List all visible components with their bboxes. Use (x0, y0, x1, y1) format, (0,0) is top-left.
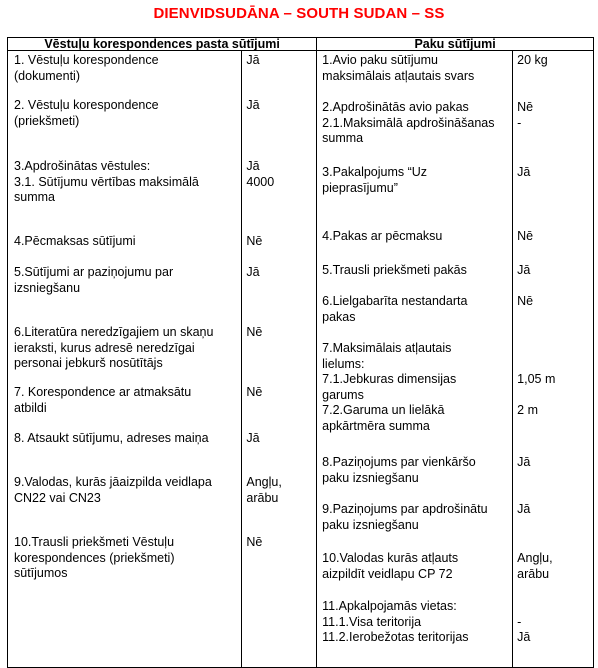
document-title: DIENVIDSUDĀNA – SOUTH SUDAN – SS (153, 5, 445, 22)
parcels-label-column (317, 51, 513, 668)
parcels-item-11-label: 11.Apkalpojamās vietas: 11.1.Visa teritorija 11.2.Ierobežotas teritorijas (322, 599, 469, 644)
parcels-item-8-label: 8.Paziņojums par vienkāršo paku izsniegšanu (322, 455, 476, 485)
letters-item-10-label: 10.Trausli priekšmeti Vēstuļu korespondences (priekšmeti) sūtījumos (14, 535, 175, 580)
letters-value-column (242, 51, 317, 668)
letters-item-9-label: 9.Valodas, kurās jāaizpilda veidlapa CN22 vai CN23 (14, 475, 212, 505)
letters-item-6-label: 6.Literatūra neredzīgajiem un skaņu ieraksti, kurus adresē neredzīgai personai jebkurš nosūtītājs (14, 325, 214, 370)
letters-item-3-label: 3.Apdrošinātas vēstules: 3.1. Sūtījumu vērtības maksimālā summa (14, 159, 199, 204)
parcels-item-4-value: Nē (517, 229, 534, 243)
letters-label-column (8, 51, 242, 668)
parcels-item-2-label: 2.Apdrošinātās avio pakas 2.1.Maksimālā apdrošināšanas summa (322, 100, 495, 145)
letters-item-2-label: 2. Vēstuļu korespondence (priekšmeti) (14, 98, 159, 128)
parcels-item-10-value: Angļu, arābu (517, 551, 553, 581)
parcels-item-5-value: Jā (517, 263, 531, 277)
letters-item-1-label: 1. Vēstuļu korespondence (dokumenti) (14, 53, 159, 83)
parcels-item-4-label: 4.Pakas ar pēcmaksu (322, 229, 443, 243)
parcels-item-6-label: 6.Lielgabarīta nestandarta pakas (322, 294, 468, 324)
parcels-item-2-value: Nē - (517, 100, 534, 130)
postal-services-table (7, 37, 594, 668)
letters-item-4-label: 4.Pēcmaksas sūtījumi (14, 234, 136, 248)
parcels-item-10-label: 10.Valodas kurās atļauts aizpildīt veidlapu CP 72 (322, 551, 459, 581)
parcels-item-3-label: 3.Pakalpojums “Uz pieprasījumu” (322, 165, 428, 195)
parcels-item-11-value: - Jā (517, 614, 531, 644)
parcels-column-header: Paku sūtījumi (317, 38, 594, 51)
letters-item-3-value: Jā 4000 (246, 159, 275, 189)
parcels-item-1-value: 20 kg (517, 53, 548, 67)
letters-item-8-label: 8. Atsaukt sūtījumu, adreses maiņa (14, 431, 209, 445)
letters-item-5-value: Jā (246, 265, 260, 279)
parcels-item-9-label: 9.Paziņojums par apdrošinātu paku izsniegšanu (322, 502, 488, 532)
letters-item-8-value: Jā (246, 431, 260, 445)
letters-item-5-label: 5.Sūtījumi ar paziņojumu par izsniegšanu (14, 265, 174, 295)
parcels-value-column (513, 51, 594, 668)
letters-item-6-value: Nē (246, 325, 263, 339)
letters-item-2-value: Jā (246, 98, 260, 112)
letters-item-9-value: Angļu, arābu (246, 475, 282, 505)
letters-column-header: Vēstuļu korespondences pasta sūtījumi (8, 38, 317, 51)
parcels-item-8-value: Jā (517, 455, 531, 469)
parcels-item-3-value: Jā (517, 165, 531, 179)
letters-item-7-label: 7. Korespondence ar atmaksātu atbildi (14, 385, 192, 415)
parcels-item-6-value: Nē (517, 294, 534, 308)
parcels-item-7-value: 1,05 m 2 m (517, 372, 556, 417)
parcels-item-5-label: 5.Trausli priekšmeti pakās (322, 263, 467, 277)
parcels-item-9-value: Jā (517, 502, 531, 516)
letters-item-10-value: Nē (246, 535, 263, 549)
letters-item-7-value: Nē (246, 385, 263, 399)
letters-item-4-value: Nē (246, 234, 263, 248)
letters-item-1-value: Jā (246, 53, 260, 67)
parcels-item-7-label: 7.Maksimālais atļautais lielums: 7.1.Jebkuras dimensijas garums 7.2.Garuma un lielākā apkārtmēra summa (322, 341, 457, 433)
parcels-item-1-label: 1.Avio paku sūtījumu maksimālais atļautais svars (322, 53, 475, 83)
